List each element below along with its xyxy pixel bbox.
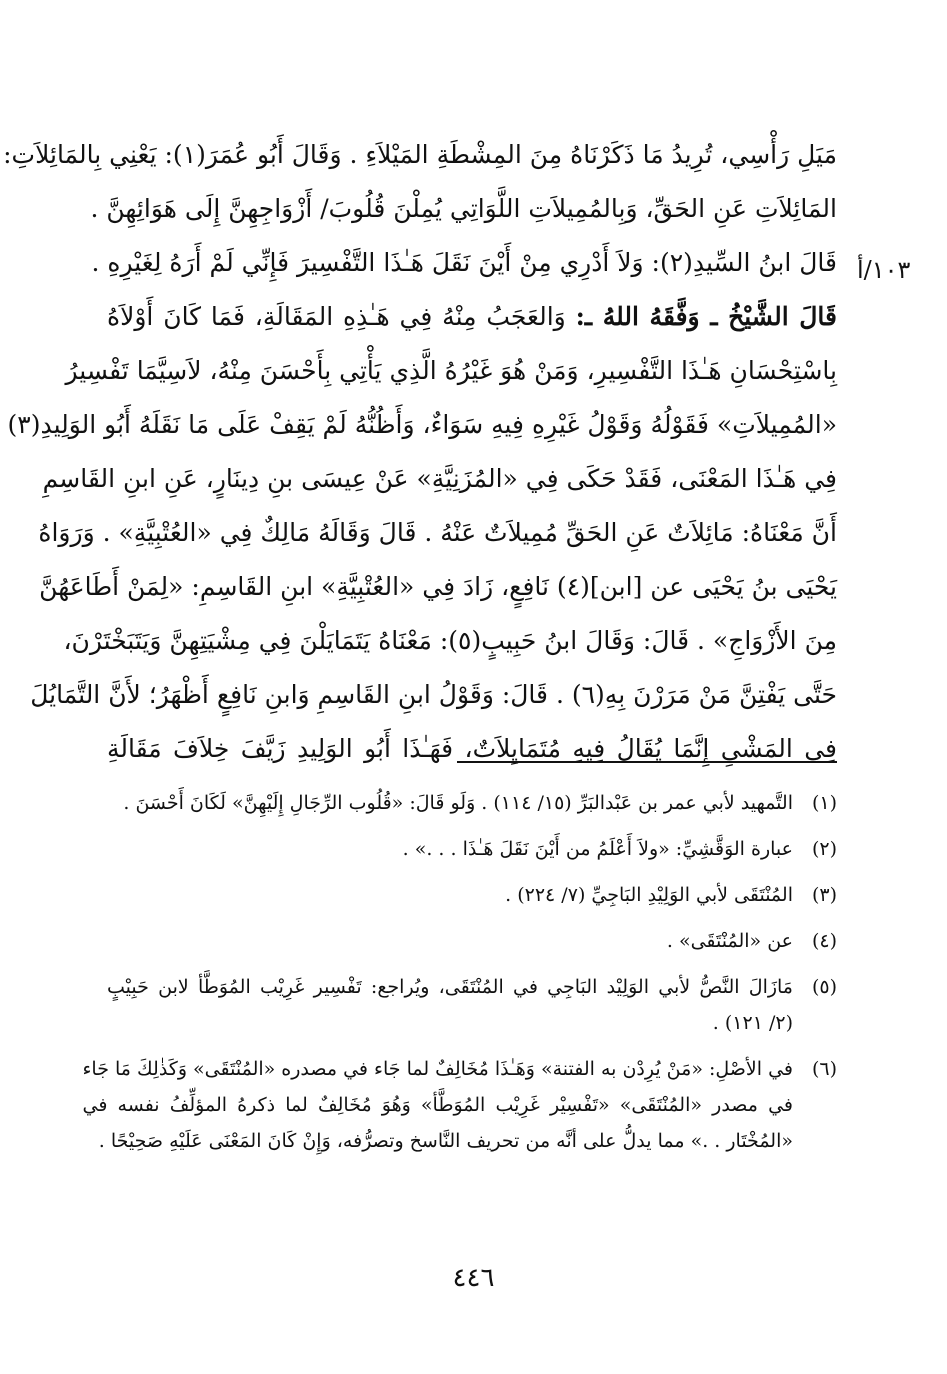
main-text-line: المَائِلاَتِ عَنِ الحَقِّ، وَبِالمُمِيلاَتِ اللَّوَاتِي يُمِلْنَ قُلُوبَ/ أَزْوَاجِهِنَّ إِلَى هَوَائِهِنَّ . — [90, 194, 837, 223]
main-text-line-with-bold-lead — [107, 290, 837, 344]
footnote-body — [83, 1051, 794, 1159]
footnote-number: (٤) — [811, 930, 837, 952]
footnote-number: (٢) — [811, 838, 837, 860]
footnote-number: (٣) — [811, 884, 837, 906]
footnote-line: في الأصْلِ: «مَنْ يُرِدْن به الفتنة» وَهَـٰذَا مُخَالِفٌ لما جَاء في مصدره «المُنْتَقَى» وَكَذٰلِكَ مَا جَاء — [82, 1058, 793, 1080]
footnote-number: (٥) — [811, 976, 837, 998]
main-text-line: فِي هَـٰذَا المَعْنَى، فَقَدْ حَكَى فِي «المُزَنِيَّةِ» عَنْ عِيسَى بنِ دِينَارٍ، عَنِ ابنِ القَاسِمِ — [42, 464, 837, 493]
margin-folio-note: ١٠٣/أ — [857, 256, 911, 284]
main-text-line: قَالَ ابنُ السِّيدِ(٢): وَلاَ أَدْرِي مِنْ أَيْنَ نَقَلَ هَـٰذَا التَّفْسِيرَ فَإِنِّي لَمْ أَرَهُ لِغَيْرِهِ . — [91, 248, 837, 277]
footnote — [107, 969, 837, 1041]
footnote-body — [107, 877, 793, 913]
line-remainder: وَالعَجَبُ مِنْهُ فِي هَـٰذِهِ المَقَالَةِ، فَمَا كَانَ أَوْلاَهُ — [107, 302, 576, 331]
footnote-body — [107, 831, 793, 867]
footnote-line: مَازَالَ النَّصُّ لأبي الوَلِيْد البَاجِي في المُنْتَقَى، ويُراجع: تَفْسِير غَرِيْب المُوَطَّأ لابن حَبِيْبٍ — [107, 976, 793, 998]
footnote-line: عبارة الوَقَّشِيِّ: «ولاَ أَعْلَمُ من أَيْنَ نَقَلَ هَـٰذَا . . .» . — [402, 838, 793, 860]
footnote — [107, 785, 837, 821]
footnote-number: (١) — [811, 792, 837, 814]
footnote-line: عن «المُنْتَقَى» . — [666, 930, 793, 952]
main-text-line: مِنَ الأَزْوَاجِ» . قَالَ: وَقَالَ ابنُ حَبِيبٍ(٥): مَعْنَاهُ يَتَمَايَلْنَ فِي مِشْيَتِهِنَّ وَيَتَبَخْتَرْنَ، — [63, 626, 837, 655]
main-text-line: حَتَّى يَفْتِنَّ مَنْ مَرَرْنَ بِهِ(٦) . قَالَ: وَقَوْلُ ابنِ القَاسِمِ وَابنِ نَافِعٍ أَظْهَرُ؛ لأَنَّ التَّمَايُلَ — [30, 680, 837, 709]
speaker-lead: قَالَ الشَّيْخُ ـ وَفَّقَهُ اللهُ ـ: — [575, 302, 837, 331]
main-text-line: بِاسْتِحْسَانِ هَـٰذَا التَّفْسِيرِ، وَمَنْ هُوَ غَيْرُهُ الَّذِي يَأْتِي بِأَحْسَنَ مِنْهُ، لاَسِيَّمَا تَفْسِيرُ — [65, 356, 837, 385]
footnotes-block — [82, 785, 837, 1169]
footnote-separator — [457, 761, 837, 763]
main-text-line: مَيَلِ رَأْسِي، تُرِيدُ مَا ذَكَرْنَاهُ مِنَ المِشْطَةِ المَيْلاَءِ . وَقَالَ أَبُو عُمَرَ(١): يَعْنِي بِالمَائِلاَتِ: — [3, 140, 837, 169]
footnote-line: المُنْتَقَى لأبي الوَلِيْدِ البَاجِيِّ (٧/ ٢٢٤) . — [505, 884, 793, 906]
footnote-body — [107, 969, 793, 1041]
footnote-body — [107, 923, 793, 959]
main-text-block — [3, 128, 837, 776]
footnote — [107, 831, 837, 867]
footnote-line: (٢/ ١٢١) . — [712, 1012, 793, 1034]
main-text-line: يَحْيَى بنُ يَحْيَى عن [ابن](٤) نَافِعٍ، زَادَ فِي «العُتْبِيَّةِ» ابنِ القَاسِمِ: «لِمَنْ أَطَاعَهُنَّ — [39, 572, 837, 601]
footnote-line: في مصدر «المُنْتَقَى» «تَفْسِيْر غَرِيْب المُوَطَّأ» وَهُوَ مُخَالِفٌ لما ذكرهُ المؤلِّفُ نفسه في — [82, 1094, 793, 1116]
footnote — [82, 1051, 837, 1159]
footnote-number: (٦) — [811, 1058, 837, 1080]
footnote-body — [107, 785, 793, 821]
footnote-line: «المُخْتَار . .» مما يدلُّ على أنَّه من تحريف النَّاسخ وتصرُّفه، وَإِنْ كَانَ المَعْنَى عَلَيْهِ صَحِيْحًا . — [98, 1130, 793, 1152]
page-number: ٤٤٦ — [452, 1263, 495, 1293]
main-text-line: فِي المَشْيِ إِنَّمَا يُقَالُ فِيهِ مُتَمَايِلاَتٌ، فَهَـٰذَا أَبُو الوَلِيدِ زَيَّفَ خِلاَفَ مَقَالَةِ — [107, 734, 837, 763]
footnote — [107, 877, 837, 913]
footnote-line: التَّمهيد لأبي عمر بن عَبْدالبَرِّ (١٥/ ١١٤) . وَلَو قَالَ: «قُلُوب الرِّجَالِ إِلَيْهِنَّ» لَكَانَ أَحْسَنَ . — [123, 792, 793, 814]
footnote — [107, 923, 837, 959]
main-text-line: «المُمِيلاَتِ» فَقَوْلُهُ وَقَوْلُ غَيْرِهِ فِيهِ سَوَاءٌ، وَأَظُنُّهُ لَمْ يَقِفْ عَلَى مَا نَقَلَهُ أَبُو الوَلِيدِ(٣) — [7, 410, 837, 439]
main-text-line: أَنَّ مَعْنَاهُ: مَائِلاَتٌ عَنِ الحَقِّ مُمِيلاَتٌ عَنْهُ . قَالَ وَقَالَهُ مَالِكٌ فِي «العُتْبِيَّةِ» . وَرَوَاهُ — [38, 518, 837, 547]
